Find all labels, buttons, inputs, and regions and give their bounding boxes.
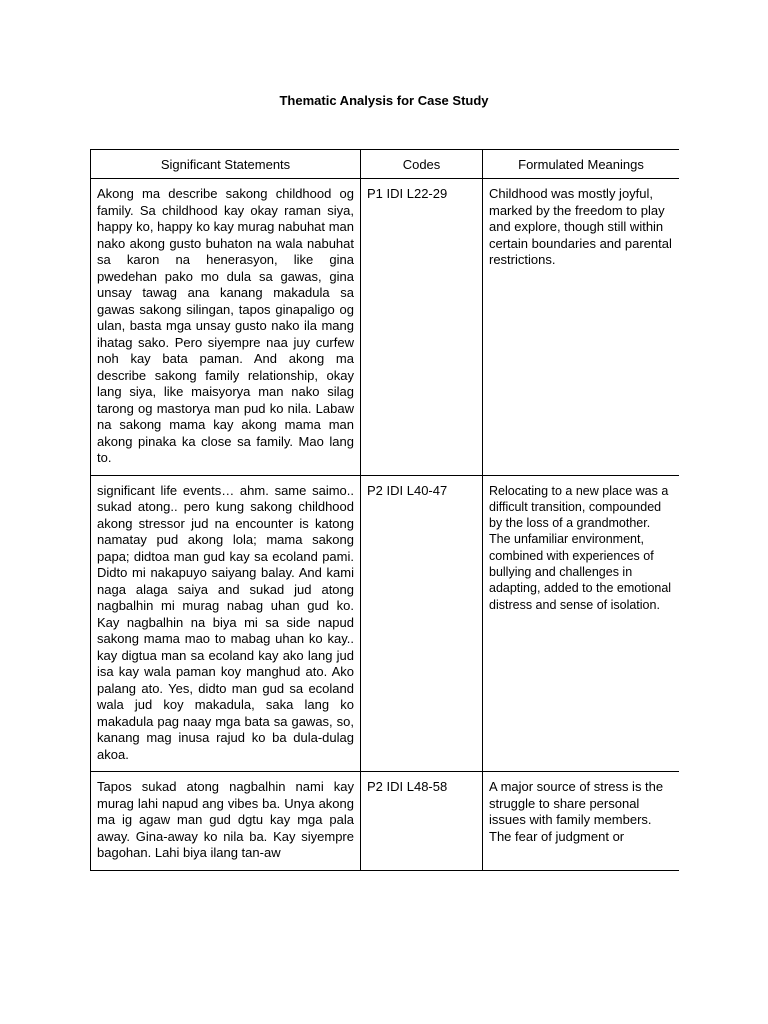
formulated-meaning-cell: Childhood was mostly joyful, marked by the freedom to play and explore, though still within certain boundaries and parental restrictions. (483, 179, 680, 476)
code-cell: P2 IDI L48-58 (361, 772, 483, 871)
formulated-meaning-cell: A major source of stress is the struggle to share personal issues with family members. The fear of judgment or (483, 772, 680, 871)
code-cell: P1 IDI L22-29 (361, 179, 483, 476)
thematic-analysis-table (90, 149, 679, 871)
significant-statement-cell: Akong ma describe sakong childhood og family. Sa childhood kay okay raman siya, happy ko, happy ko kay murag nabuhat man nako akong gusto buhaton na wala nabuhat sa karon na henerasyon, like gina pwedehan pako mo dula sa gawas, gina unsay tawag ana kanang makadula sa gawas sakong silingan, tapos ginapaligo og ulan, basta mga unsay gusto nako ila mang ihatag sako. Pero siyempre naa juy curfew noh kay bata paman. And akong ma describe sakong family relationship, okay lang siya, like maisyorya man nako silag tarong og mastorya man pud ko nila. Labaw na sakong mama kay akong mama man akong pinaka ka close sa family. Mao lang to. (91, 179, 361, 476)
table-header-row (91, 150, 680, 179)
header-formulated-meanings: Formulated Meanings (483, 150, 680, 179)
formulated-meaning-cell: Relocating to a new place was a difficult transition, compounded by the loss of a grandmother. The unfamiliar environment, combined with experiences of bullying and challenges in adapting, added to the emotional distress and sense of isolation. (483, 475, 680, 772)
header-codes: Codes (361, 150, 483, 179)
thematic-table-container (90, 149, 679, 929)
header-significant-statements: Significant Statements (91, 150, 361, 179)
significant-statement-cell: significant life events… ahm. same saimo.. sukad atong.. pero kung sakong childhood akong stressor jud na encounter is katong namatay pud akong lola; mama sakong papa; didtoa man gud kay sa ecoland pami. Didto mi nakapuyo saiyang balay. And kami naga alaga saiya and sukad jud atong nagbalhin mi murag nabag uhan gud ko. Kay nagbalhin na biya mi sa side napud sakong mama mao to mabag uhan ko kay.. kay digtua man sa ecoland kay ako lang jud isa kay wala paman koy manghud ato. Ako palang ato. Yes, didto man gud sa ecoland wala jud koy makadula, saka lang ko makadula pag naay mga bata sa gawas, so, kanang mag inusa rajud ko ba dula-dulag akoa. (91, 475, 361, 772)
table-row (91, 475, 680, 772)
code-cell: P2 IDI L40-47 (361, 475, 483, 772)
table-row (91, 179, 680, 476)
table-row (91, 772, 680, 871)
significant-statement-cell: Tapos sukad atong nagbalhin nami kay murag lahi napud ang vibes ba. Unya akong ma ig agaw man gud dgtu kay mga pala away. Gina-away ko nila ba. Kay siyempre bagohan. Lahi biya ilang tan-aw (91, 772, 361, 871)
document-title: Thematic Analysis for Case Study (279, 93, 489, 108)
